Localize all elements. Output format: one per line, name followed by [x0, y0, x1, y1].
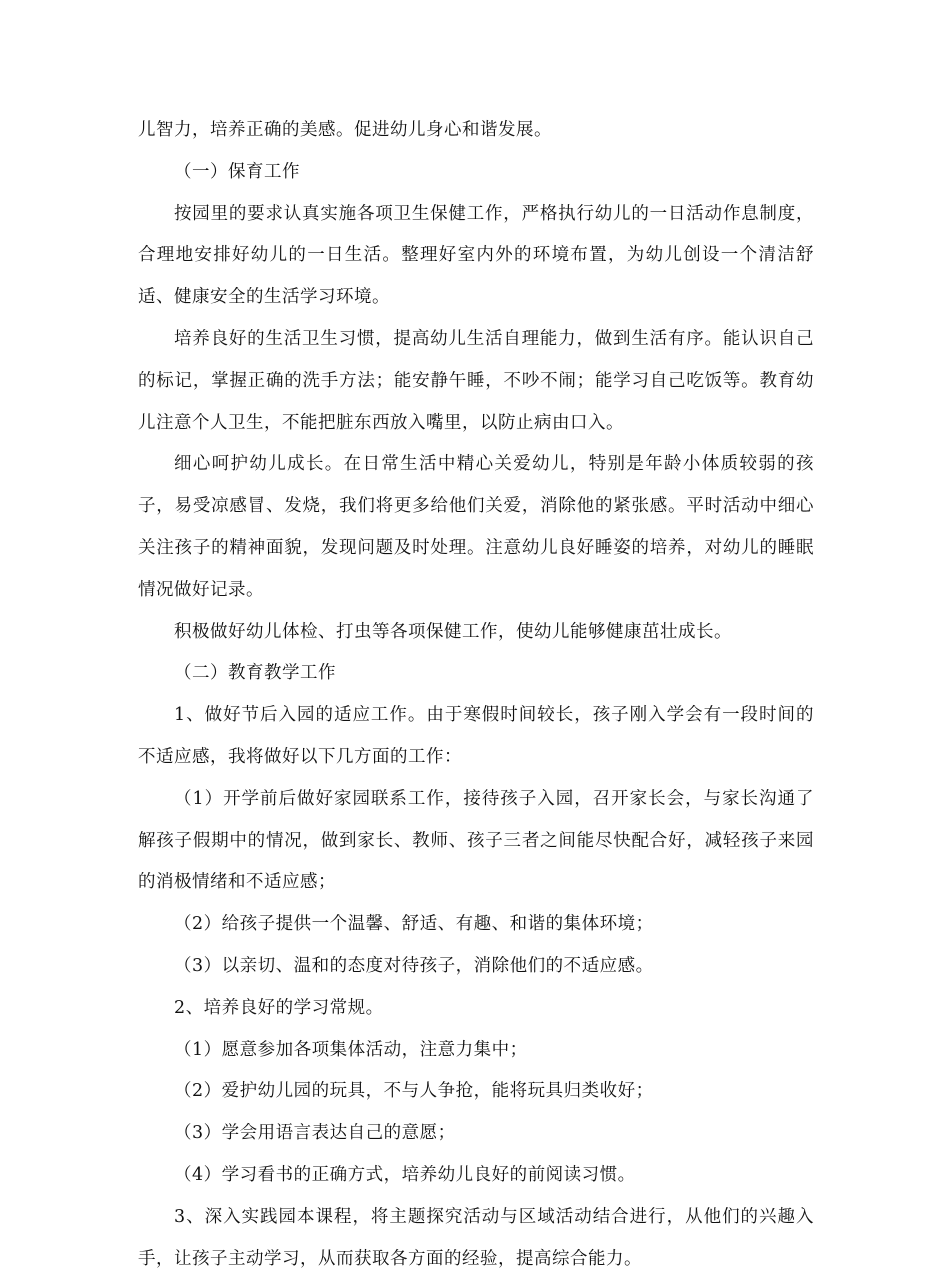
document-body	[138, 110, 814, 1280]
list-heading: 3、深入实践园本课程，将主题探究活动与区域活动结合进行，从他们的兴趣入手，让孩子主动学习，从而获取各方面的经验，提高综合能力。	[138, 1206, 814, 1269]
list-item: （4）学习看书的正确方式，培养幼儿良好的前阅读习惯。	[174, 1164, 636, 1185]
list-heading: 2、培养良好的学习常规。	[174, 997, 384, 1018]
list-item: （1）开学前后做好家园联系工作，接待孩子入园，召开家长会，与家长沟通了解孩子假期中的情况，做到家长、教师、孩子三者之间能尽快配合好，减轻孩子来园的消极情绪和不适应感；	[138, 788, 814, 893]
section-heading-childcare: （一）保育工作	[174, 161, 300, 182]
list-item: （2）爱护幼儿园的玩具，不与人争抢，能将玩具归类收好；	[174, 1081, 654, 1102]
paragraph: 培养良好的生活卫生习惯，提高幼儿生活自理能力，做到生活有序。能认识自己的标记，掌握正确的洗手方法；能安静午睡，不吵不闹；能学习自己吃饭等。教育幼儿注意个人卫生，不能把脏东西放入嘴里，以防止病由口入。	[138, 328, 814, 433]
list-item: （2）给孩子提供一个温馨、舒适、有趣、和谐的集体环境；	[174, 914, 654, 935]
list-item: （3）以亲切、温和的态度对待孩子，消除他们的不适应感。	[174, 955, 654, 976]
list-item: （3）学会用语言表达自己的意愿；	[174, 1123, 456, 1144]
paragraph: 按园里的要求认真实施各项卫生保健工作，严格执行幼儿的一日活动作息制度，合理地安排好幼儿的一日生活。整理好室内外的环境布置，为幼儿创设一个清洁舒适、健康安全的生活学习环境。	[138, 203, 814, 308]
section-heading-teaching: （二）教育教学工作	[174, 663, 336, 684]
paragraph-continuation: 儿智力，培养正确的美感。促进幼儿身心和谐发展。	[138, 120, 552, 140]
paragraph: 细心呵护幼儿成长。在日常生活中精心关爱幼儿，特别是年龄小体质较弱的孩子，易受凉感冒、发烧，我们将更多给他们关爱，消除他的紧张感。平时活动中细心关注孩子的精神面貌，发现问题及时处理。注意幼儿良好睡姿的培养，对幼儿的睡眠情况做好记录。	[138, 454, 814, 600]
list-heading: 1、做好节后入园的适应工作。由于寒假时间较长，孩子刚入学会有一段时间的不适应感，我将做好以下几方面的工作：	[138, 705, 814, 767]
paragraph: 积极做好幼儿体检、打虫等各项保健工作，使幼儿能够健康茁壮成长。	[174, 621, 732, 642]
list-item: （1）愿意参加各项集体活动，注意力集中；	[174, 1039, 528, 1060]
